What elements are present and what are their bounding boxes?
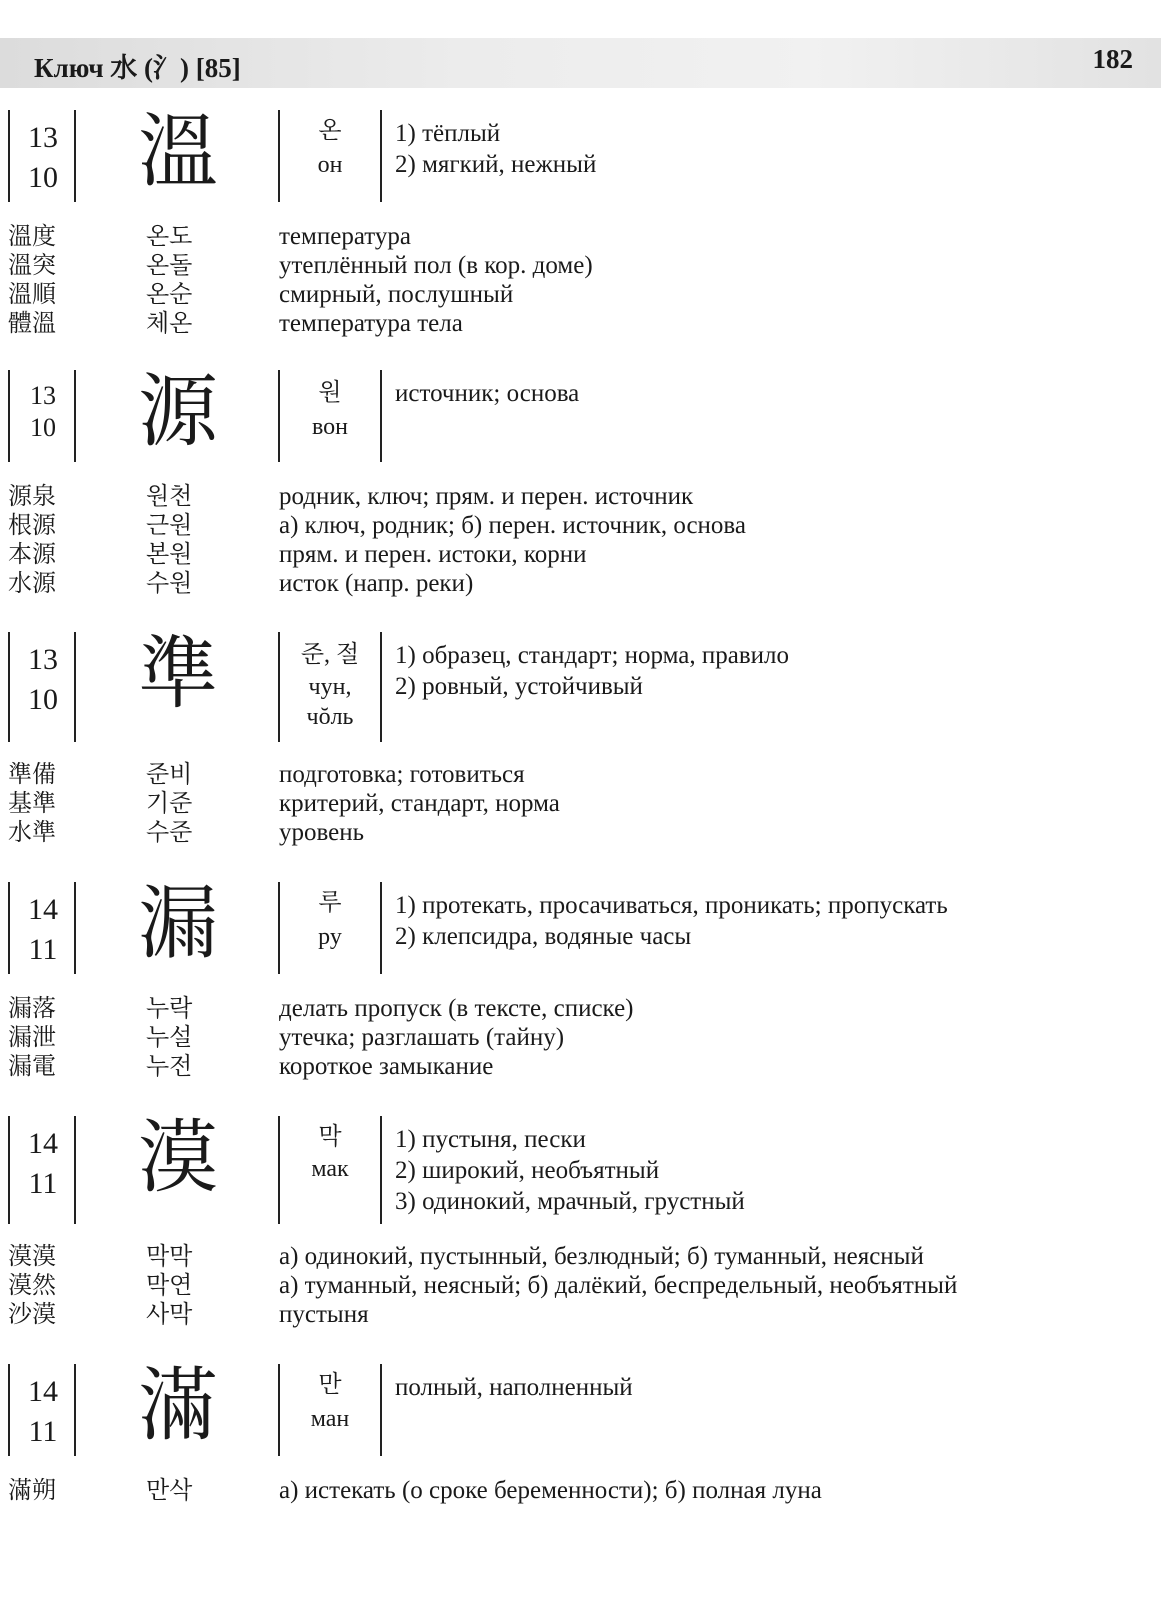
divider <box>380 370 382 462</box>
meaning-line: 1) протекать, просачиваться, проникать; пропускать <box>395 892 948 919</box>
compound-word: 源泉 <box>8 482 56 510</box>
compound-meaning: смирный, послушный <box>279 281 514 308</box>
divider <box>8 632 10 742</box>
compound-row <box>0 1052 1161 1081</box>
stroke-count-extra: 11 <box>28 1415 58 1448</box>
compound-reading: 누전 <box>146 1052 193 1080</box>
headword-character: 源 <box>138 365 218 458</box>
compound-list <box>0 994 1161 1081</box>
dictionary-entry <box>0 365 1161 598</box>
compound-reading: 온도 <box>146 222 193 250</box>
reading-cyrillic: ру <box>318 924 342 950</box>
meaning-line: 2) широкий, необъятный <box>395 1157 660 1184</box>
compound-row <box>0 222 1161 251</box>
reading-cyrillic: чун, <box>308 674 352 700</box>
reading-korean: 온 <box>318 118 342 144</box>
meaning-line: полный, наполненный <box>395 1374 633 1401</box>
compound-word: 漏電 <box>8 1052 56 1080</box>
divider <box>380 632 382 742</box>
reading-cyrillic: он <box>317 152 343 178</box>
stroke-count-total: 14 <box>28 1375 58 1408</box>
compound-meaning: а) одинокий, пустынный, безлюдный; б) туманный, неясный <box>279 1243 924 1270</box>
divider <box>278 632 280 742</box>
entry-head <box>0 365 1161 462</box>
compound-list <box>0 222 1161 338</box>
stroke-count-extra: 10 <box>28 683 58 716</box>
compound-reading: 본원 <box>146 540 193 568</box>
stroke-count-total: 13 <box>30 381 56 410</box>
entry-head <box>0 105 1161 202</box>
meaning-line: 1) образец, стандарт; норма, правило <box>395 642 790 669</box>
compound-meaning: а) истекать (о сроке беременности); б) полная луна <box>279 1477 822 1504</box>
compound-row <box>0 1476 1161 1505</box>
compound-meaning: пустыня <box>279 1301 369 1328</box>
compound-word: 漏落 <box>8 994 56 1022</box>
entry-head <box>0 1359 1161 1456</box>
compound-word: 水源 <box>8 569 56 597</box>
reading-cyrillic: ман <box>310 1406 350 1432</box>
dictionary-entry <box>0 1111 1161 1329</box>
stroke-count-total: 14 <box>28 1127 58 1160</box>
compound-reading: 체온 <box>146 309 193 337</box>
compound-meaning: а) туманный, неясный; б) далёкий, беспредельный, необъятный <box>279 1272 958 1299</box>
compound-reading: 사막 <box>146 1300 193 1328</box>
compound-row <box>0 818 1161 847</box>
divider <box>8 882 10 974</box>
compound-row <box>0 569 1161 598</box>
compound-reading: 누설 <box>146 1023 193 1051</box>
compound-meaning: утечка; разглашать (тайну) <box>279 1024 565 1051</box>
divider <box>74 1364 76 1456</box>
compound-meaning: температура тела <box>279 310 463 337</box>
compound-word: 根源 <box>8 511 56 539</box>
divider <box>278 370 280 462</box>
compound-meaning: уровень <box>279 819 365 846</box>
compound-row <box>0 994 1161 1023</box>
compound-row <box>0 1023 1161 1052</box>
divider <box>380 110 382 202</box>
compound-meaning: родник, ключ; прям. и перен. источник <box>279 483 694 510</box>
divider <box>278 1364 280 1456</box>
meanings <box>395 1372 1135 1403</box>
divider <box>74 370 76 462</box>
meanings <box>395 890 1135 952</box>
compound-reading: 온돌 <box>146 251 193 279</box>
compound-word: 準備 <box>8 760 56 788</box>
compound-meaning: подготовка; готовиться <box>279 761 525 788</box>
compound-reading: 막연 <box>146 1271 193 1299</box>
compound-reading: 온순 <box>146 280 193 308</box>
divider <box>74 882 76 974</box>
compound-row <box>0 789 1161 818</box>
compound-meaning: утеплённый пол (в кор. доме) <box>279 252 593 279</box>
reading-korean: 막 <box>318 1124 342 1150</box>
meanings <box>395 640 1135 702</box>
compound-reading: 수준 <box>146 818 193 846</box>
compound-word: 體溫 <box>8 309 56 337</box>
dictionary-entry <box>0 105 1161 338</box>
meaning-line: 2) ровный, устойчивый <box>395 673 643 700</box>
compound-word: 沙漠 <box>8 1300 56 1328</box>
compound-meaning: критерий, стандарт, норма <box>279 790 560 817</box>
compound-word: 漏泄 <box>8 1023 56 1051</box>
divider <box>74 1116 76 1224</box>
headword-character: 滿 <box>138 1359 218 1452</box>
stroke-count-total: 14 <box>28 893 58 926</box>
stroke-count-extra: 11 <box>28 1167 58 1200</box>
compound-word: 本源 <box>8 540 56 568</box>
meanings <box>395 378 1135 409</box>
compound-list <box>0 482 1161 598</box>
meaning-line: 2) мягкий, нежный <box>395 151 597 178</box>
divider <box>8 370 10 462</box>
compound-meaning: температура <box>279 223 411 250</box>
meaning-line: 3) одинокий, мрачный, грустный <box>395 1188 745 1215</box>
compound-word: 水準 <box>8 818 56 846</box>
meaning-line: 2) клепсидра, водяные часы <box>395 923 692 950</box>
compound-row <box>0 760 1161 789</box>
stroke-count-extra: 11 <box>28 933 58 966</box>
meaning-line: 1) тёплый <box>395 120 501 147</box>
compound-reading: 만삭 <box>146 1476 193 1504</box>
page-title: Ключ 水 (氵) [85] <box>34 53 241 83</box>
reading-korean: 만 <box>318 1372 342 1398</box>
dictionary-entry <box>0 627 1161 847</box>
entry-head <box>0 1111 1161 1224</box>
compound-reading: 기준 <box>146 789 193 817</box>
compound-reading: 원천 <box>146 482 193 510</box>
compound-row <box>0 1271 1161 1300</box>
compound-list <box>0 760 1161 847</box>
compound-row <box>0 251 1161 280</box>
divider <box>8 1364 10 1456</box>
compound-meaning: а) ключ, родник; б) перен. источник, основа <box>279 512 747 539</box>
meaning-line: 1) пустыня, пески <box>395 1126 586 1153</box>
compound-word: 滿朔 <box>8 1476 56 1504</box>
compound-row <box>0 1242 1161 1271</box>
reading-cyrillic: мак <box>311 1156 349 1182</box>
compound-word: 漠然 <box>8 1271 56 1299</box>
compound-reading: 막막 <box>146 1242 193 1270</box>
meanings <box>395 1124 1135 1217</box>
page-number: 182 <box>1092 44 1133 74</box>
compound-word: 基準 <box>8 789 56 817</box>
stroke-count-total: 13 <box>28 121 58 154</box>
entry-head <box>0 877 1161 974</box>
compound-reading: 수원 <box>146 569 193 597</box>
compound-word: 溫度 <box>8 222 56 250</box>
compound-reading: 근원 <box>146 511 193 539</box>
compound-row <box>0 1300 1161 1329</box>
divider <box>380 1116 382 1224</box>
compound-word: 溫突 <box>8 251 56 279</box>
compound-reading: 준비 <box>146 760 193 788</box>
compound-meaning: короткое замыкание <box>279 1053 494 1080</box>
dictionary-entry <box>0 877 1161 1081</box>
compound-word: 漠漠 <box>8 1242 56 1270</box>
compound-reading: 누락 <box>146 994 193 1022</box>
reading-cyrillic-alt: чŏль <box>306 704 354 730</box>
meaning-line: источник; основа <box>395 380 580 407</box>
divider <box>380 1364 382 1456</box>
headword-character: 漏 <box>138 877 218 970</box>
entry-head <box>0 627 1161 742</box>
compound-list <box>0 1476 1161 1505</box>
compound-row <box>0 280 1161 309</box>
stroke-count-extra: 10 <box>28 161 58 194</box>
reading-korean: 원 <box>318 380 342 406</box>
reading-korean: 준, 절 <box>300 642 360 668</box>
compound-row <box>0 309 1161 338</box>
divider <box>8 1116 10 1224</box>
page-header <box>0 38 1161 88</box>
compound-row <box>0 511 1161 540</box>
compound-meaning: прям. и перен. истоки, корни <box>279 541 587 568</box>
reading-korean: 루 <box>318 890 342 916</box>
stroke-count-extra: 10 <box>30 413 56 442</box>
compound-row <box>0 482 1161 511</box>
divider <box>380 882 382 974</box>
stroke-count-total: 13 <box>28 643 58 676</box>
divider <box>278 882 280 974</box>
compound-word: 溫順 <box>8 280 56 308</box>
meanings <box>395 118 1135 180</box>
reading-cyrillic: вон <box>311 414 348 440</box>
divider <box>278 1116 280 1224</box>
headword-character: 漠 <box>138 1111 218 1204</box>
compound-meaning: исток (напр. реки) <box>279 570 474 597</box>
dictionary-entry <box>0 1359 1161 1505</box>
compound-row <box>0 540 1161 569</box>
compound-meaning: делать пропуск (в тексте, списке) <box>279 995 634 1022</box>
compound-list <box>0 1242 1161 1329</box>
divider <box>8 110 10 202</box>
divider <box>74 632 76 742</box>
headword-character: 溫 <box>138 105 218 198</box>
divider <box>74 110 76 202</box>
headword-character: 準 <box>138 627 218 720</box>
divider <box>278 110 280 202</box>
